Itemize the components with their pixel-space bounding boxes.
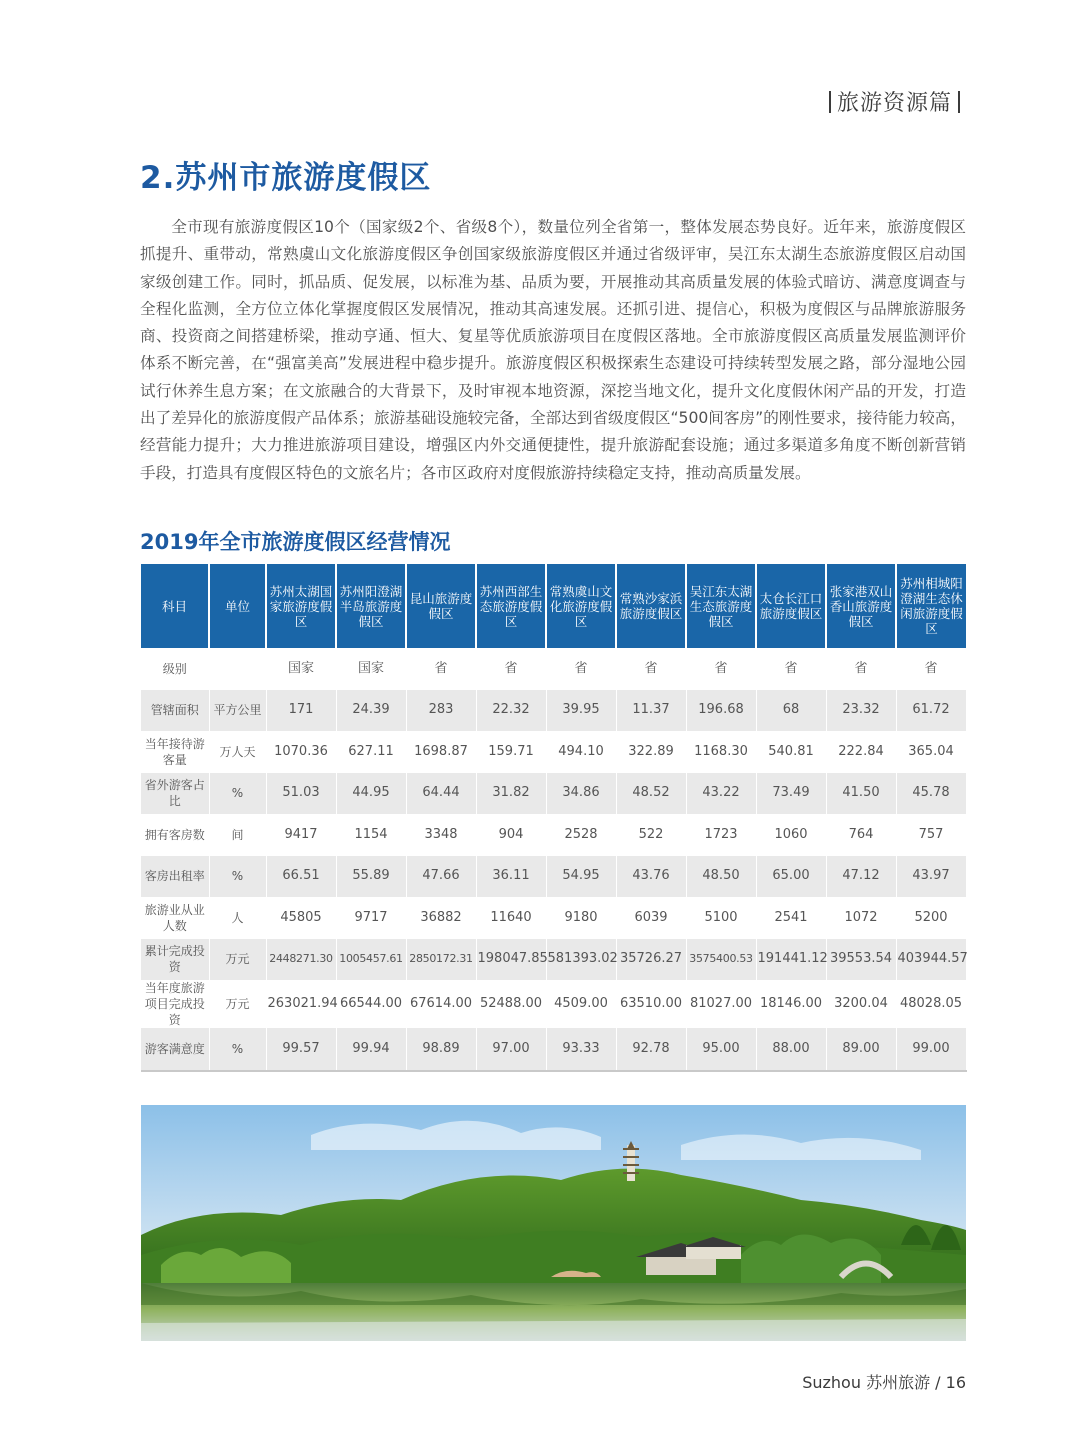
divider-bar <box>958 91 960 113</box>
table-cell: 99.57 <box>266 1028 336 1071</box>
header-zone: 吴江东太湖生态旅游度假区 <box>686 564 756 648</box>
header-zone: 太仓长江口旅游度假区 <box>756 564 826 648</box>
table-cell: 2448271.30 <box>266 939 336 981</box>
table-cell: 6039 <box>616 897 686 939</box>
table-cell: 51.03 <box>266 773 336 815</box>
table-cell: 36882 <box>406 897 476 939</box>
row-unit: 万元 <box>209 980 266 1028</box>
header-zone: 昆山旅游度假区 <box>406 564 476 648</box>
table-cell: 99.94 <box>336 1028 406 1071</box>
table-cell: 99.00 <box>896 1028 966 1071</box>
table-cell: 522 <box>616 814 686 856</box>
table-cell: 3575400.53 <box>686 939 756 981</box>
table-cell: 45.78 <box>896 773 966 815</box>
table-cell: 904 <box>476 814 546 856</box>
row-label: 级别 <box>141 648 209 690</box>
table-cell: 5100 <box>686 897 756 939</box>
table-cell: 43.22 <box>686 773 756 815</box>
table-row <box>141 690 966 732</box>
section-label: 旅游资源篇 <box>836 91 952 116</box>
table-cell: 1168.30 <box>686 731 756 773</box>
table-header-row <box>141 564 966 648</box>
table-cell: 11640 <box>476 897 546 939</box>
row-unit: 平方公里 <box>209 690 266 732</box>
table-cell: 81027.00 <box>686 980 756 1028</box>
table-cell: 757 <box>896 814 966 856</box>
table-cell: 61.72 <box>896 690 966 732</box>
row-unit: 万人天 <box>209 731 266 773</box>
table-row <box>141 939 966 981</box>
table-cell: 1060 <box>756 814 826 856</box>
header-zone: 张家港双山香山旅游度假区 <box>826 564 896 648</box>
row-unit: % <box>209 856 266 898</box>
table-cell: 68 <box>756 690 826 732</box>
table-cell: 47.12 <box>826 856 896 898</box>
table-cell: 48.52 <box>616 773 686 815</box>
page-title: 2.苏州市旅游度假区 <box>140 160 432 196</box>
row-unit: % <box>209 773 266 815</box>
table-cell: 省 <box>546 648 616 690</box>
table-cell: 88.00 <box>756 1028 826 1071</box>
row-label: 当年接待游客量 <box>141 731 209 773</box>
table-cell: 92.78 <box>616 1028 686 1071</box>
header-zone: 苏州阳澄湖半岛旅游度假区 <box>336 564 406 648</box>
row-unit: 人 <box>209 897 266 939</box>
table-row <box>141 814 966 856</box>
table-cell: 627.11 <box>336 731 406 773</box>
table-cell: 43.76 <box>616 856 686 898</box>
header-zone: 苏州西部生态旅游度假区 <box>476 564 546 648</box>
table-cell: 省 <box>476 648 546 690</box>
section-tag <box>823 86 966 117</box>
table-cell: 省 <box>896 648 966 690</box>
table-cell: 64.44 <box>406 773 476 815</box>
header-zone: 苏州太湖国家旅游度假区 <box>266 564 336 648</box>
table-cell: 47.66 <box>406 856 476 898</box>
row-label: 旅游业从业人数 <box>141 897 209 939</box>
table-cell: 43.97 <box>896 856 966 898</box>
table-cell: 36.11 <box>476 856 546 898</box>
table-cell: 9717 <box>336 897 406 939</box>
table-cell: 581393.02 <box>546 939 616 981</box>
table-cell: 48.50 <box>686 856 756 898</box>
table-cell: 44.95 <box>336 773 406 815</box>
table-cell: 3200.04 <box>826 980 896 1028</box>
table-cell: 35726.27 <box>616 939 686 981</box>
table-cell: 66544.00 <box>336 980 406 1028</box>
table-cell: 764 <box>826 814 896 856</box>
table-row <box>141 856 966 898</box>
row-label: 管辖面积 <box>141 690 209 732</box>
table-cell: 196.68 <box>686 690 756 732</box>
table-cell: 67614.00 <box>406 980 476 1028</box>
table-row <box>141 980 966 1028</box>
table-cell: 73.49 <box>756 773 826 815</box>
row-unit <box>209 648 266 690</box>
table-cell: 365.04 <box>896 731 966 773</box>
header-subject: 科目 <box>141 564 209 648</box>
table-cell: 1070.36 <box>266 731 336 773</box>
table-cell: 34.86 <box>546 773 616 815</box>
body-paragraph: 全市现有旅游度假区10个（国家级2个、省级8个），数量位列全省第一，整体发展态势良好。近年来，旅游度假区抓提升、重带动，常熟虞山文化旅游度假区争创国家级旅游度假区并通过省级评审，吴江东太湖生态旅游度假区启动国家级创建工作。同时，抓品质、促发展，以标准为基、品质为要，开展推动其高质量发展的体验式暗访、满意度调查与全程化监测，全方位立体化掌握度假区发展情况，推动其高速发展。还抓引进、提信心，积极为度假区与品牌旅游服务商、投资商之间搭建桥梁，推动亨通、恒大、复星等优质旅游项目在度假区落地。全市旅游度假区高质量发展监测评价体系不断完善，在“强富美高”发展进程中稳步提升。旅游度假区积极探索生态建设可持续转型发展之路，部分湿地公园试行休养生息方案；在文旅融合的大背景下，及时审视本地资源，深挖当地文化，提升文化度假休闲产品的开发，打造出了差异化的旅游度假产品体系；旅游基础设施较完备，全部达到省级度假区“500间客房”的刚性要求，接待能力较高，经营能力提升；大力推进旅游项目建设，增强区内外交通便捷性，提升旅游配套设施；通过多渠道多角度不断创新营销手段，打造具有度假区特色的文旅名片；各市区政府对度假旅游持续稳定支持，推动高质量发展。 <box>140 218 966 482</box>
table-cell: 22.32 <box>476 690 546 732</box>
table-title: 2019年全市旅游度假区经营情况 <box>140 530 451 554</box>
table-row <box>141 1028 966 1071</box>
table-cell: 省 <box>826 648 896 690</box>
table-cell: 159.71 <box>476 731 546 773</box>
row-label: 省外游客占比 <box>141 773 209 815</box>
table-cell: 222.84 <box>826 731 896 773</box>
table-cell: 55.89 <box>336 856 406 898</box>
table-cell: 198047.85 <box>476 939 546 981</box>
table-cell: 494.10 <box>546 731 616 773</box>
table-cell: 31.82 <box>476 773 546 815</box>
table-cell: 国家 <box>266 648 336 690</box>
table-cell: 95.00 <box>686 1028 756 1071</box>
table-cell: 23.32 <box>826 690 896 732</box>
table-cell: 263021.94 <box>266 980 336 1028</box>
header-zone: 常熟沙家浜旅游度假区 <box>616 564 686 648</box>
table-cell: 24.39 <box>336 690 406 732</box>
table-cell: 65.00 <box>756 856 826 898</box>
table-cell: 39.95 <box>546 690 616 732</box>
table-cell: 45805 <box>266 897 336 939</box>
table-cell: 省 <box>756 648 826 690</box>
table-cell: 52488.00 <box>476 980 546 1028</box>
table-cell: 98.89 <box>406 1028 476 1071</box>
row-label: 累计完成投资 <box>141 939 209 981</box>
divider-bar <box>829 91 831 113</box>
row-unit: 万元 <box>209 939 266 981</box>
table-cell: 9417 <box>266 814 336 856</box>
table-cell: 1723 <box>686 814 756 856</box>
table-row <box>141 773 966 815</box>
table-cell: 48028.05 <box>896 980 966 1028</box>
table-row <box>141 897 966 939</box>
table-cell: 省 <box>686 648 756 690</box>
table-cell: 省 <box>616 648 686 690</box>
table-cell: 89.00 <box>826 1028 896 1071</box>
table-cell: 97.00 <box>476 1028 546 1071</box>
table-cell: 4509.00 <box>546 980 616 1028</box>
table-cell: 540.81 <box>756 731 826 773</box>
table-cell: 63510.00 <box>616 980 686 1028</box>
table-cell: 322.89 <box>616 731 686 773</box>
table-cell: 1154 <box>336 814 406 856</box>
table-cell: 18146.00 <box>756 980 826 1028</box>
table-cell: 1698.87 <box>406 731 476 773</box>
table-cell: 39553.54 <box>826 939 896 981</box>
landscape-photo <box>141 1105 966 1341</box>
table-cell: 41.50 <box>826 773 896 815</box>
table-cell: 2528 <box>546 814 616 856</box>
row-unit: % <box>209 1028 266 1071</box>
row-label: 拥有客房数 <box>141 814 209 856</box>
table-cell: 5200 <box>896 897 966 939</box>
table-cell: 93.33 <box>546 1028 616 1071</box>
table-cell: 2850172.31 <box>406 939 476 981</box>
table-cell: 403944.57 <box>896 939 966 981</box>
row-label: 当年度旅游项目完成投资 <box>141 980 209 1028</box>
table-cell: 171 <box>266 690 336 732</box>
table-cell: 66.51 <box>266 856 336 898</box>
table-cell: 283 <box>406 690 476 732</box>
row-unit: 间 <box>209 814 266 856</box>
table-cell: 1072 <box>826 897 896 939</box>
table-cell: 2541 <box>756 897 826 939</box>
table-row <box>141 648 966 690</box>
table-cell: 省 <box>406 648 476 690</box>
table-cell: 9180 <box>546 897 616 939</box>
table-cell: 1005457.61 <box>336 939 406 981</box>
page-footer: Suzhou 苏州旅游 / 16 <box>802 1373 966 1392</box>
row-label: 客房出租率 <box>141 856 209 898</box>
table-cell: 3348 <box>406 814 476 856</box>
resort-table <box>141 564 967 1072</box>
table-cell: 11.37 <box>616 690 686 732</box>
table-row <box>141 731 966 773</box>
table-cell: 191441.12 <box>756 939 826 981</box>
row-label: 游客满意度 <box>141 1028 209 1071</box>
table-cell: 54.95 <box>546 856 616 898</box>
header-zone: 苏州相城阳澄湖生态休闲旅游度假区 <box>896 564 966 648</box>
header-unit: 单位 <box>209 564 266 648</box>
header-zone: 常熟虞山文化旅游度假区 <box>546 564 616 648</box>
table-cell: 国家 <box>336 648 406 690</box>
